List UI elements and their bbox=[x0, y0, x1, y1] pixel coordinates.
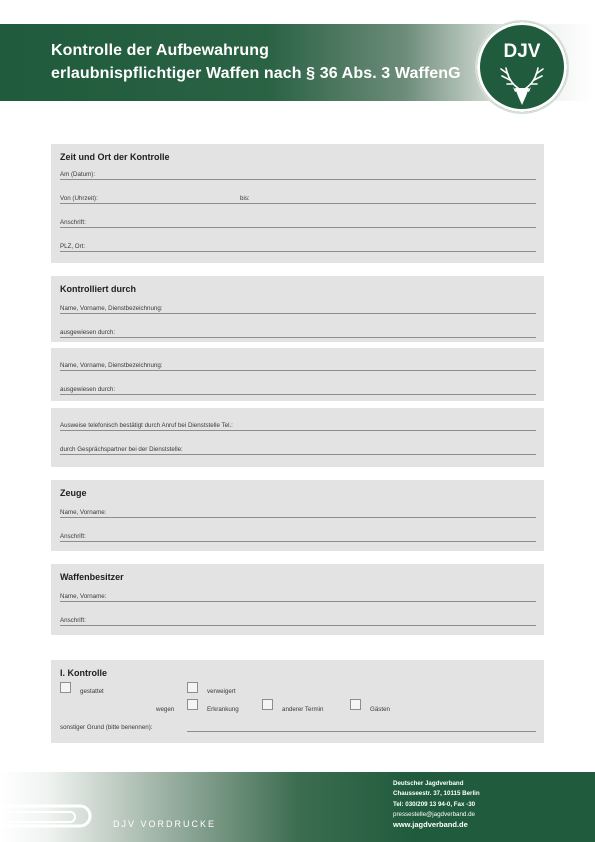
djv-logo bbox=[475, 20, 569, 114]
address-field[interactable] bbox=[60, 216, 536, 228]
field-label: ausgewiesen durch: bbox=[60, 386, 116, 393]
field-label: ausgewiesen durch: bbox=[60, 329, 116, 336]
because-label: wegen bbox=[156, 706, 175, 713]
section-owner bbox=[51, 564, 544, 635]
owner-address-field[interactable] bbox=[60, 614, 536, 626]
section-title: Kontrolliert durch bbox=[60, 284, 136, 294]
section-title: Zeuge bbox=[60, 488, 87, 498]
field-label: Von (Uhrzeit): bbox=[60, 195, 98, 202]
field-label: Name, Vorname: bbox=[60, 593, 107, 600]
witness-name-field[interactable] bbox=[60, 506, 536, 518]
footer-web[interactable]: www.jagdverband.de bbox=[393, 820, 468, 830]
owner-name-field[interactable] bbox=[60, 590, 536, 602]
field-label: Am (Datum): bbox=[60, 171, 96, 178]
other-reason-label: sonstiger Grund (bitte benennen): bbox=[60, 724, 153, 731]
footer-phone: Tel: 030/209 13 94-0, Fax -30 bbox=[393, 800, 476, 808]
field-label: Anschrift: bbox=[60, 617, 86, 624]
witness-address-field[interactable] bbox=[60, 530, 536, 542]
field-label: Ausweise telefonisch bestätigt durch Anruf bei Dienststelle Tel.: bbox=[60, 422, 233, 429]
time-field[interactable] bbox=[60, 192, 536, 204]
footer-street: Chausseestr. 37, 10115 Berlin bbox=[393, 790, 480, 798]
illness-checkbox[interactable] bbox=[187, 699, 198, 710]
field-label: durch Gesprächspartner bei der Dienststelle: bbox=[60, 446, 183, 453]
field-label: PLZ, Ort: bbox=[60, 243, 86, 250]
footer-org: Deutscher Jagdverband bbox=[393, 780, 464, 787]
inspector-id-field[interactable] bbox=[60, 326, 536, 338]
granted-checkbox[interactable] bbox=[60, 682, 71, 693]
confirm-contact-field[interactable] bbox=[60, 443, 536, 455]
zip-city-field[interactable] bbox=[60, 240, 536, 252]
appointment-label: anderer Termin bbox=[282, 706, 324, 713]
field-label: Anschrift: bbox=[60, 219, 86, 226]
footer-brand: DJV VORDRUCKE bbox=[113, 819, 217, 829]
refused-label: verweigert bbox=[207, 688, 236, 695]
paperclip-icon bbox=[0, 798, 95, 828]
logo-text: DJV bbox=[503, 41, 541, 62]
page-title-line-2: erlaubnispflichtiger Waffen nach § 36 Abs. 3 WaffenG bbox=[51, 65, 461, 82]
section-inspection bbox=[51, 660, 544, 743]
granted-label: gestattet bbox=[80, 688, 104, 695]
inspector2-name-field[interactable] bbox=[60, 359, 536, 371]
field-label: Anschrift: bbox=[60, 533, 86, 540]
section-title: Waffenbesitzer bbox=[60, 572, 124, 582]
page-title-line-1: Kontrolle der Aufbewahrung bbox=[51, 42, 270, 59]
field-label: Name, Vorname, Dienstbezeichnung: bbox=[60, 362, 163, 369]
field-label: Name, Vorname: bbox=[60, 509, 107, 516]
deer-antlers-icon bbox=[498, 62, 546, 106]
refused-checkbox[interactable] bbox=[187, 682, 198, 693]
guests-label: Gästen bbox=[370, 706, 390, 713]
guests-checkbox[interactable] bbox=[350, 699, 361, 710]
footer-email[interactable]: pressestelle@jagdverband.de bbox=[393, 810, 475, 818]
section-confirmation bbox=[51, 408, 544, 467]
section-inspector-2 bbox=[51, 348, 544, 401]
date-field[interactable] bbox=[60, 168, 536, 180]
field-label: bis: bbox=[240, 195, 250, 202]
footer-address bbox=[393, 779, 480, 830]
illness-label: Erkrankung bbox=[207, 706, 239, 713]
footer-band bbox=[0, 772, 595, 842]
section-title: I. Kontrolle bbox=[60, 668, 107, 678]
section-time-place bbox=[51, 144, 544, 263]
inspector2-id-field[interactable] bbox=[60, 383, 536, 395]
section-inspector bbox=[51, 276, 544, 342]
inspector-name-field[interactable] bbox=[60, 302, 536, 314]
section-witness bbox=[51, 480, 544, 551]
field-label: Name, Vorname, Dienstbezeichnung: bbox=[60, 305, 163, 312]
section-title: Zeit und Ort der Kontrolle bbox=[60, 152, 170, 162]
appointment-checkbox[interactable] bbox=[262, 699, 273, 710]
confirm-phone-field[interactable] bbox=[60, 419, 536, 431]
other-reason-field[interactable] bbox=[187, 720, 536, 732]
